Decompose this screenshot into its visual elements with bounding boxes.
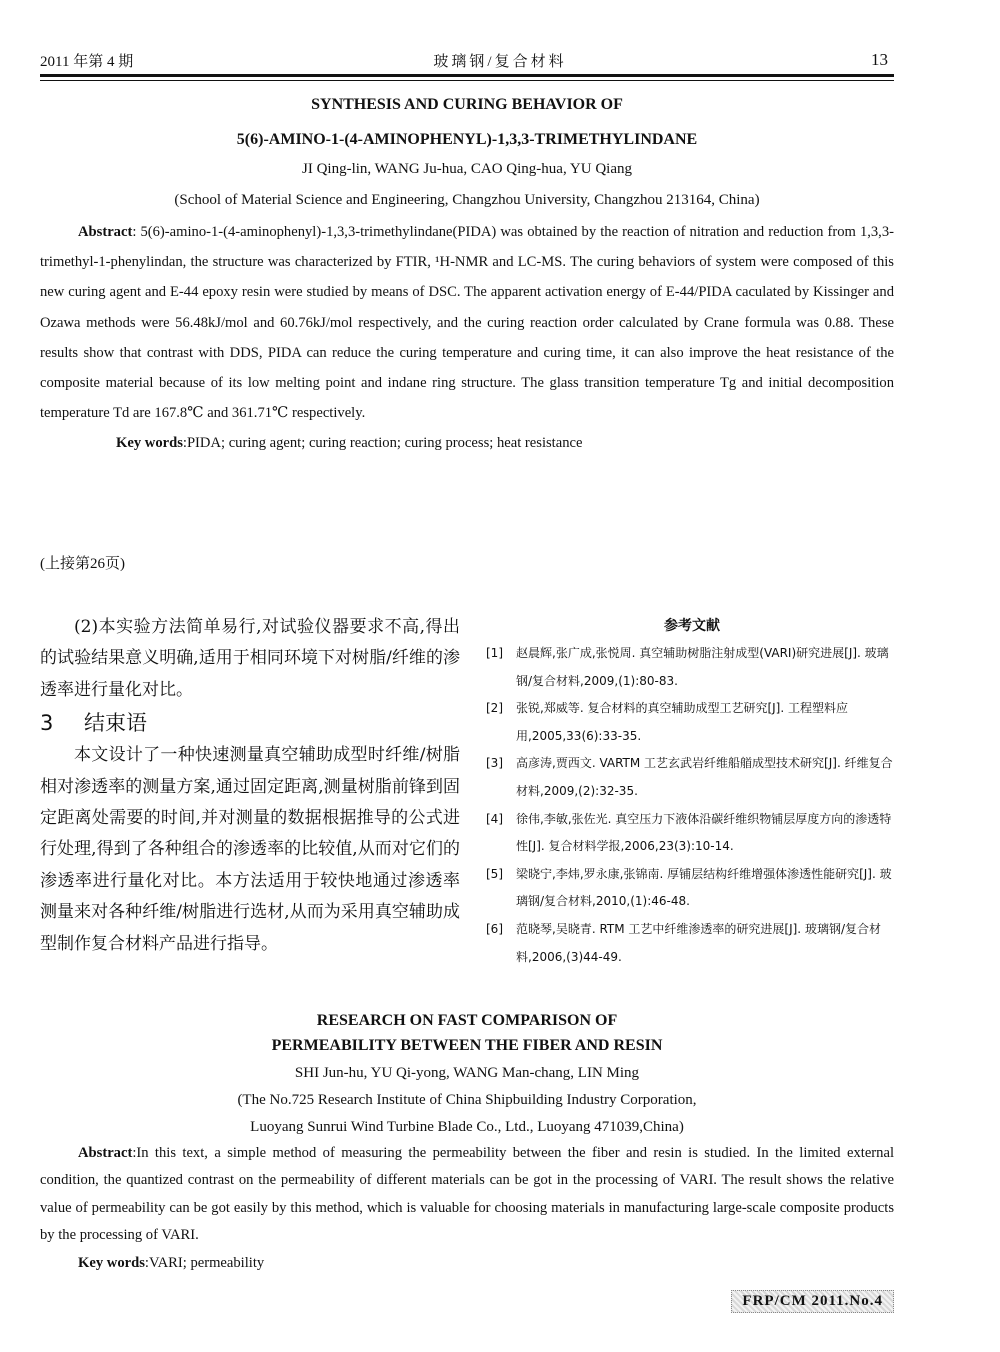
reference-text: 徐伟,李敏,张佐光. 真空压力下液体沿碳纤维织物铺层厚度方向的渗透特性[J]. 复合材料学报,2006,23(3):10-14.: [516, 811, 892, 854]
section-heading: [40, 706, 460, 740]
journal-title: 玻璃钢/复合材料: [433, 54, 567, 70]
article2-affiliation-line2: Luoyang Sunrui Wind Turbine Blade Co., Ltd., Luoyang 471039,China): [250, 1119, 684, 1135]
section-number: 3: [40, 711, 54, 736]
continuation-note: (上接第26页): [40, 556, 125, 572]
abstract-label: Abstract: [78, 224, 133, 240]
article2-authors: SHI Jun-hu, YU Qi-yong, WANG Man-chang, LIN Ming: [294, 1065, 640, 1081]
reference-text: 张锐,郑威等. 复合材料的真空辅助成型工艺研究[J]. 工程塑料应用,2005,33(6):33-35.: [516, 701, 848, 743]
reference-number: [1]: [486, 646, 503, 660]
left-column: [40, 612, 460, 960]
reference-text: 梁晓宁,李炜,罗永康,张锦南. 厚铺层结构纤维增强体渗透性能研究[J]. 玻璃钢/复合材料,2010,(1):46-48.: [516, 866, 892, 909]
journal-footer-badge: FRP/CM 2011.No.4: [731, 1290, 894, 1313]
article2-title-line2: PERMEABILITY BETWEEN THE FIBER AND RESIN: [271, 1037, 663, 1054]
abstract-text: :In this text, a simple method of measuring the permeability between the fiber and resin is studied. In the limited external condition, the quantized contrast on the permeability of different materials can be got in the processing of VARI. The result shows the relative value of permeability can be got easily by this method, which is valuable for choosing materials in manufacturing large-scale composite products by the processing of VARI.: [40, 1145, 894, 1244]
reference-number: [2]: [486, 701, 503, 716]
page-number: 13: [871, 50, 888, 69]
header-rule-thick: [40, 74, 894, 77]
reference-text: 高彦涛,贾西文. VARTM 工艺玄武岩纤维船艏成型技术研究[J]. 纤维复合材料,2009,(2):32-35.: [516, 756, 893, 798]
references: [486, 612, 898, 971]
article2-title-line1: RESEARCH ON FAST COMPARISON OF: [316, 1012, 618, 1029]
reference-item: [486, 695, 898, 750]
article2-abstract: [40, 1140, 894, 1277]
section-title: 结束语: [84, 711, 147, 736]
reference-item: [486, 916, 898, 971]
abstract-label: Abstract: [78, 1145, 133, 1161]
references-title: 参考文献: [664, 618, 720, 634]
keywords-text: :PIDA; curing agent; curing reaction; curing process; heat resistance: [182, 435, 583, 452]
keywords-text: :VARI; permeability: [144, 1254, 265, 1271]
reference-item: [486, 806, 898, 861]
keywords-label: Key words: [116, 435, 183, 452]
article1-title-line2: 5(6)-AMINO-1-(4-AMINOPHENYL)-1,3,3-TRIMETHYLINDANE: [236, 131, 698, 148]
reference-number: [4]: [486, 811, 503, 826]
header-rule-thin: [40, 80, 894, 81]
reference-number: [3]: [486, 756, 503, 771]
article1-affiliation: (School of Material Science and Engineering, Changzhou University, Changzhou 213164, China): [174, 192, 760, 208]
reference-number: [6]: [486, 921, 503, 936]
article1-authors: JI Qing-lin, WANG Ju-hua, CAO Qing-hua, YU Qiang: [302, 161, 632, 177]
keywords-label: Key words: [78, 1254, 145, 1271]
conclusion-paragraph-2: 本文设计了一种快速测量真空辅助成型时纤维/树脂相对渗透率的测量方案,通过固定距离,测量树脂前锋到固定距离处需要的时间,并对测量的数据根据推导的公式进行处理,得到了各种组合的渗透率的比较值,从而对它们的渗透率进行量化对比。本方法适用于较快地通过渗透率测量来对各种纤维/树脂进行选材,从而为采用真空辅助成型制作复合材料产品进行指导。: [40, 745, 460, 954]
reference-item: [486, 750, 898, 805]
reference-number: [5]: [486, 866, 503, 881]
journal-issue: 2011 年第 4 期: [40, 54, 134, 70]
conclusion-paragraph-1: (2)本实验方法简单易行,对试验仪器要求不高,得出的试验结果意义明确,适用于相同环境下对树脂/纤维的渗透率进行量化对比。: [40, 617, 460, 700]
article2-affiliation-line1: (The No.725 Research Institute of China Shipbuilding Industry Corporation,: [237, 1092, 697, 1108]
reference-item: [486, 861, 898, 916]
reference-text: 范晓琴,吴晓青. RTM 工艺中纤维渗透率的研究进展[J]. 玻璃钢/复合材料,2006,(3)44-49.: [516, 921, 881, 964]
abstract-text: : 5(6)-amino-1-(4-aminophenyl)-1,3,3-trimethylindane(PIDA) was obtained by the reaction of nitration and reduction from 1,3,3-trimethyl-1-phenylindan, the structure was characterized by FTIR, ¹H-NMR and LC-MS. The curing behaviors of system were composed of this new curing agent and E-44 epoxy resin were studied by means of DSC. The apparent activation energy of E-44/PIDA caculated by Kissinger and Ozawa methods were 56.48kJ/mol and 60.76kJ/mol respectively, and the curing reaction order calculated by Crane formula was 0.88. These results show that contrast with DDS, PIDA can reduce the curing temperature and curing time, it can also improve the heat resistance of the composite material because of its low melting point and indane ring structure. The glass transition temperature Tg and initial decomposition temperature Td are 167.8℃ and 361.71℃ respectively.: [40, 224, 894, 422]
reference-item: [486, 640, 898, 695]
article1-title-line1: SYNTHESIS AND CURING BEHAVIOR OF: [311, 96, 623, 113]
reference-text: 赵晨辉,张广成,张悦周. 真空辅助树脂注射成型(VARI)研究进展[J]. 玻璃钢/复合材料,2009,(1):80-83.: [516, 646, 889, 688]
article1-abstract: [40, 217, 894, 459]
